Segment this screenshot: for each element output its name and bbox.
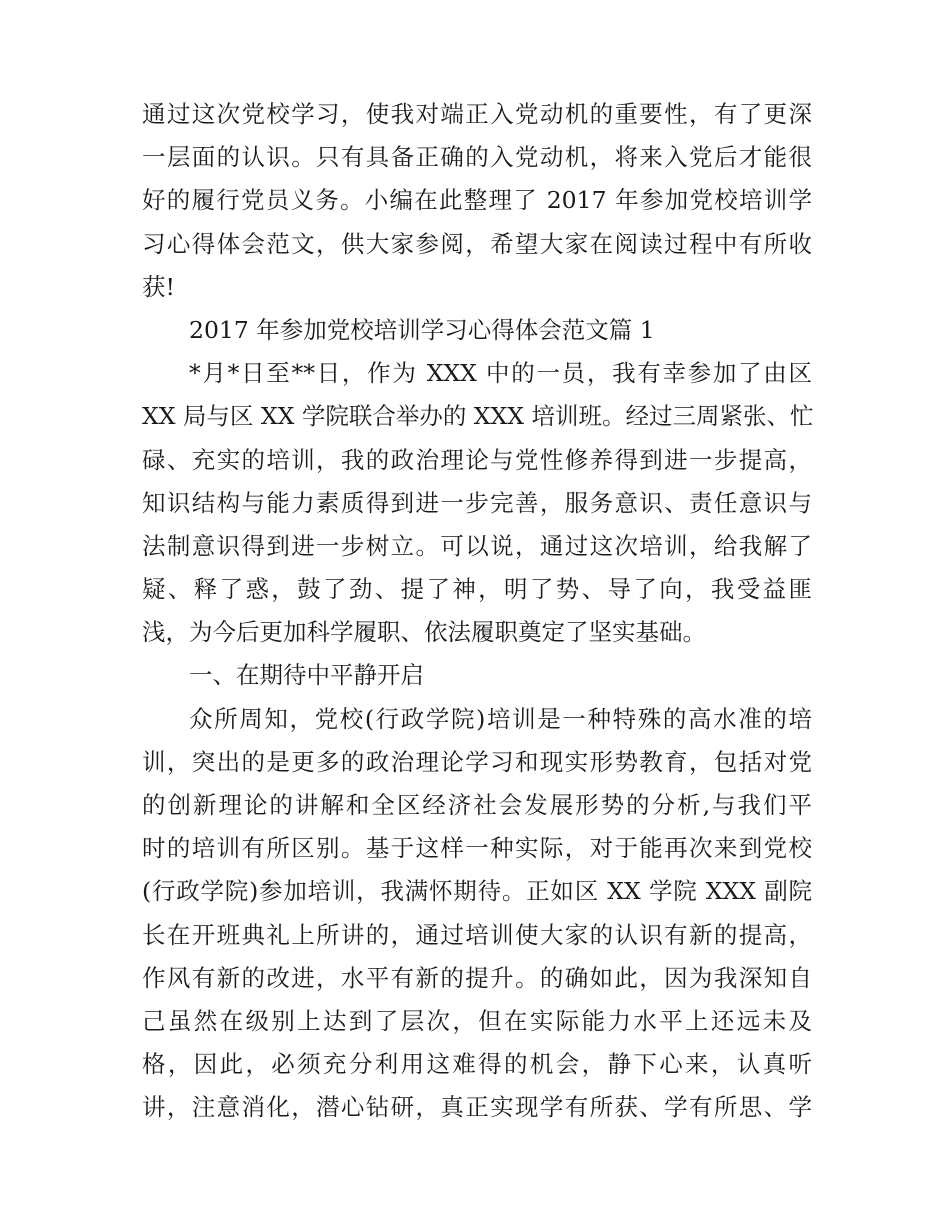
- text-line: 疑、释了惑，鼓了劲、提了神，明了势、导了向，我受益匪: [142, 575, 812, 604]
- text-line: 浅，为今后更加科学履职、依法履职奠定了坚实基础。: [142, 618, 706, 647]
- text-line: (行政学院)参加培训，我满怀期待。正如区 XX 学院 XXX 副院: [142, 877, 812, 906]
- text-line: 的创新理论的讲解和全区经济社会发展形势的分析,与我们平: [142, 791, 812, 819]
- text-line: 己虽然在级别上达到了层次，但在实际能力水平上还远未及: [142, 1006, 812, 1035]
- text-line: 通过这次党校学习，使我对端正入党动机的重要性，有了更深: [142, 100, 812, 128]
- text-line: 讲，注意消化，潜心钻研，真正实现学有所获、学有所思、学: [142, 1093, 812, 1122]
- text-line: 好的履行党员义务。小编在此整理了 2017 年参加党校培训学: [142, 186, 812, 215]
- text-line: 时的培训有所区别。基于这样一种实际，对于能再次来到党校: [142, 834, 812, 863]
- text-line: 知识结构与能力素质得到进一步完善，服务意识、责任意识与: [142, 488, 812, 517]
- text-line: 长在开班典礼上所讲的，通过培训使大家的认识有新的提高，: [142, 920, 812, 949]
- text-line: 一层面的认识。只有具备正确的入党动机，将来入党后才能很: [142, 143, 812, 172]
- text-line: XX 局与区 XX 学院联合举办的 XXX 培训班。经过三周紧张、忙: [142, 402, 814, 431]
- text-line: 作风有新的改进，水平有新的提升。的确如此，因为我深知自: [142, 963, 812, 992]
- text-line: 格，因此，必须充分利用这难得的机会，静下心来，认真听: [142, 1050, 812, 1079]
- document-body: [142, 93, 812, 1130]
- text-line: 法制意识得到进一步树立。可以说，通过这次培训，给我解了: [142, 531, 812, 560]
- text-line: 习心得体会范文，供大家参阅，希望大家在阅读过程中有所收: [142, 229, 812, 258]
- paragraph-first-line: 一、在期待中平静开启: [189, 661, 424, 690]
- text-line: 获!: [142, 272, 175, 301]
- text-line: 训，突出的是更多的政治理论学习和现实形势教育，包括对党: [142, 747, 812, 776]
- paragraph-first-line: *月*日至**日，作为 XXX 中的一员，我有幸参加了由区: [189, 359, 812, 388]
- paragraph-first-line: 众所周知，党校(行政学院)培训是一种特殊的高水准的培: [189, 704, 812, 733]
- text-line: 碌、充实的培训，我的政治理论与党性修养得到进一步提高，: [142, 445, 812, 474]
- paragraph-first-line: 2017 年参加党校培训学习心得体会范文篇 1: [189, 315, 655, 344]
